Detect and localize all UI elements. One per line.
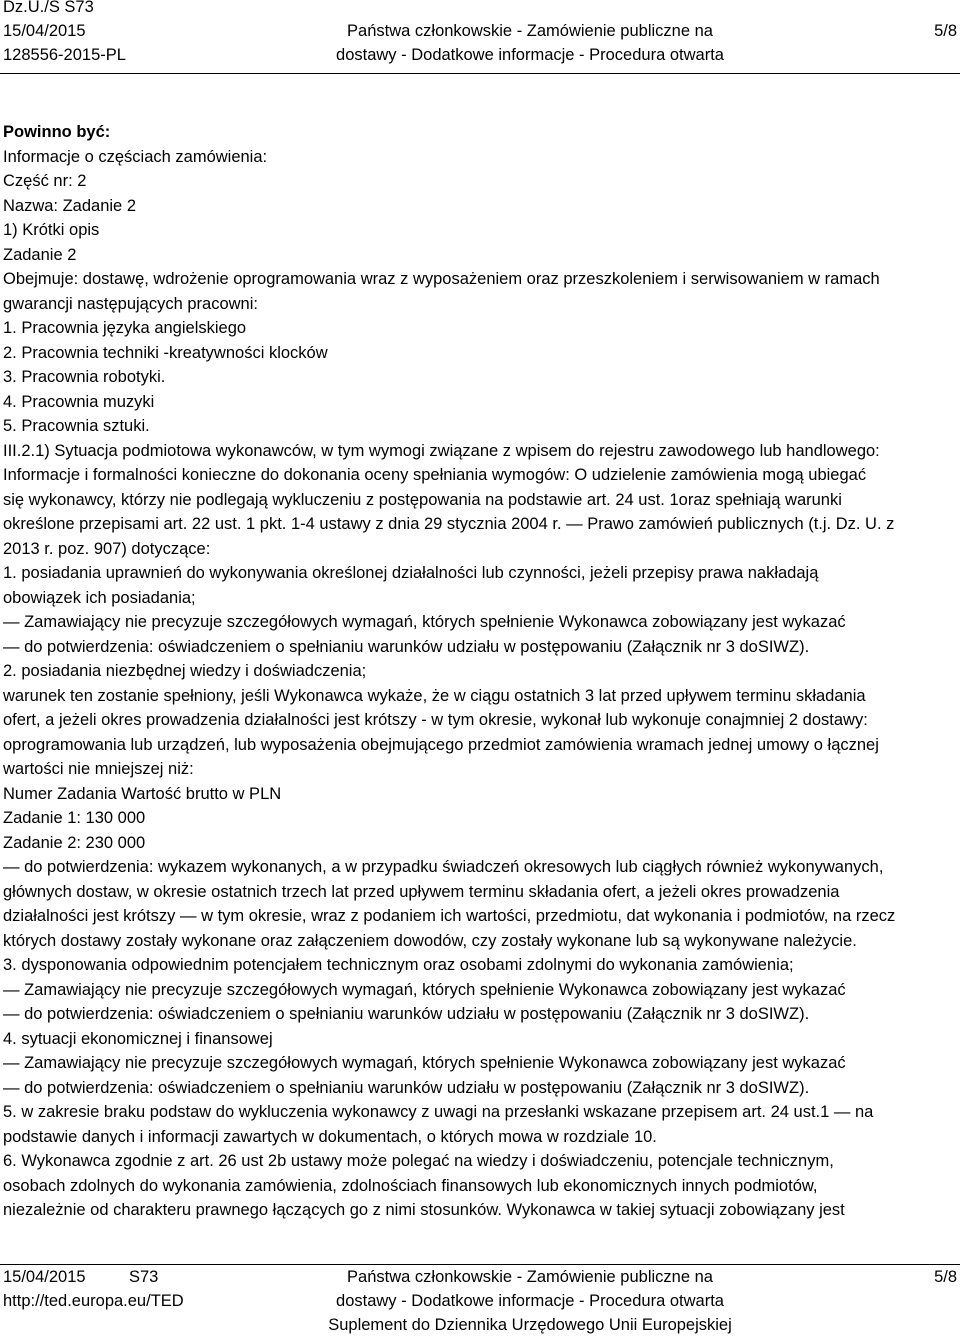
- section-body: [3, 145, 958, 1223]
- text-line: Część nr: 2: [3, 172, 87, 190]
- text-line: Zadanie 2: [3, 245, 77, 264]
- text-line: Nazwa: Zadanie 2: [3, 196, 136, 215]
- text-line: 1) Krótki opis: [3, 221, 100, 239]
- text-line: Informacje o częściach zamówienia:: [3, 147, 268, 166]
- text-line: których dostawy zostały wykonane oraz załączeniem dowodów, czy zostały wykonane lub są wykonywane należycie.: [3, 931, 857, 950]
- text-line: się wykonawcy, którzy nie podlegają wykluczeniu z postępowania na podstawie art. 24 ust. 1oraz spełniają warunki: [3, 490, 842, 509]
- text-line: 1. Pracownia języka angielskiego: [3, 319, 247, 337]
- text-line: — do potwierdzenia: oświadczeniem o spełnianiu warunków udziału w postępowaniu (Załącznik nr 3 doSIWZ).: [3, 1005, 810, 1023]
- text-line: głównych dostaw, w okresie ostatnich trzech lat przed upływem terminu składania ofert, a jeżeli okres prowadzenia: [3, 882, 840, 901]
- header-page-number: 5/8: [934, 22, 957, 40]
- text-line: oprogramowania lub urządzeń, lub wyposażenia obejmującego przedmiot zamówienia wramach jednej umowy o łącznej: [3, 735, 879, 754]
- text-line: 6. Wykonawca zgodnie z art. 26 ust 2b ustawy może polegać na wiedzy i doświadczeniu, potencjale technicznym,: [3, 1152, 834, 1170]
- footer-date: 15/04/2015: [3, 1268, 86, 1286]
- text-line: 2. posiadania niezbędnej wiedzy i doświadczenia;: [3, 662, 367, 680]
- notice-content: [3, 120, 958, 1223]
- document-id: 128556-2015-PL: [3, 46, 126, 64]
- text-line: — Zamawiający nie precyzuje szczegółowych wymagań, których spełnienie Wykonawca zobowiązany jest wykazać: [3, 980, 846, 999]
- text-line: III.2.1) Sytuacja podmiotowa wykonawców, w tym wymogi związane z wpisem do rejestru zawodowego lub handlowego:: [3, 441, 880, 460]
- text-line: — Zamawiający nie precyzuje szczegółowych wymagań, których spełnienie Wykonawca zobowiązany jest wykazać: [3, 613, 846, 631]
- text-line: Obejmuje: dostawę, wdrożenie oprogramowania wraz z wyposażeniem oraz przeszkoleniem i serwisowaniem w ramach: [3, 270, 880, 288]
- text-line: Numer Zadania Wartość brutto w PLN: [3, 784, 282, 803]
- header-divider: [0, 73, 960, 74]
- text-line: działalności jest krótszy — w tym okresie, wraz z podaniem ich wartości, przedmiotu, dat wykonania i podmiotów, na rzecz: [3, 907, 896, 925]
- text-line: — do potwierdzenia: wykazem wykonanych, a w przypadku świadczeń okresowych lub ciągłych również wykonywanych,: [3, 858, 884, 876]
- text-line: warunek ten zostanie spełniony, jeśli Wykonawca wykaże, że w ciągu ostatnich 3 lat przed upływem terminu składania: [3, 686, 866, 705]
- header-title-line1: Państwa członkowskie - Zamówienie publiczne na: [347, 22, 713, 40]
- footer-url: http://ted.europa.eu/TED: [3, 1292, 184, 1310]
- text-line: 3. dysponowania odpowiednim potencjałem technicznym oraz osobami zdolnymi do wykonania zamówienia;: [3, 956, 794, 974]
- text-line: wartości nie mniejszej niż:: [3, 760, 194, 778]
- text-line: 5. Pracownia sztuki.: [3, 417, 150, 435]
- text-line: ofert, a jeżeli okres prowadzenia działalności jest krótszy - w tym okresie, wykonał lub wykonuje conajmniej 2 dostawy:: [3, 711, 868, 729]
- text-line: Zadanie 1: 130 000: [3, 809, 146, 827]
- footer-title-line3: Suplement do Dziennika Urzędowego Unii Europejskiej: [328, 1316, 732, 1334]
- text-line: określone przepisami art. 22 ust. 1 pkt. 1-4 ustawy z dnia 29 stycznia 2004 r. — Prawo zamówień publicznych (t.j. Dz. U. z: [3, 515, 895, 533]
- text-line: 1. posiadania uprawnień do wykonywania określonej działalności lub czynności, jeżeli przepisy prawa nakładają: [3, 564, 819, 582]
- text-line: — do potwierdzenia: oświadczeniem o spełnianiu warunków udziału w postępowaniu (Załącznik nr 3 doSIWZ).: [3, 1078, 810, 1097]
- footer-series: S73: [129, 1268, 159, 1286]
- header-date: 15/04/2015: [3, 22, 86, 40]
- text-line: 4. sytuacji ekonomicznej i finansowej: [3, 1029, 273, 1048]
- text-line: Zadanie 2: 230 000: [3, 833, 146, 852]
- text-line: 2. Pracownia techniki -kreatywności klocków: [3, 343, 328, 362]
- text-line: podstawie danych i informacji zawartych w dokumentach, o których mowa w rozdziale 10.: [3, 1127, 657, 1146]
- text-line: osobach zdolnych do wykonania zamówienia, zdolnościach finansowych lub ekonomicznych innych podmiotów,: [3, 1176, 818, 1195]
- text-line: gwarancji następujących pracowni:: [3, 294, 258, 313]
- text-line: — do potwierdzenia: oświadczeniem o spełnianiu warunków udziału w postępowaniu (Załącznik nr 3 doSIWZ).: [3, 637, 810, 656]
- text-line: niezależnie od charakteru prawnego łączących go z nimi stosunków. Wykonawca w takiej sytuacji zobowiązany jest: [3, 1201, 845, 1219]
- section-title: Powinno być:: [3, 123, 111, 141]
- text-line: 5. w zakresie braku podstaw do wykluczenia wykonawcy z uwagi na przesłanki wskazane przepisem art. 24 ust.1 — na: [3, 1103, 874, 1121]
- text-line: obowiązek ich posiadania;: [3, 588, 196, 607]
- text-line: 3. Pracownia robotyki.: [3, 368, 166, 386]
- header-title-line2: dostawy - Dodatkowe informacje - Procedura otwarta: [336, 46, 724, 64]
- text-line: 2013 r. poz. 907) dotyczące:: [3, 539, 211, 558]
- footer-page-number: 5/8: [934, 1268, 957, 1286]
- text-line: 4. Pracownia muzyki: [3, 392, 155, 411]
- text-line: Informacje i formalności konieczne do dokonania oceny spełniania wymogów: O udzielenie zamówienia mogą ubiegać: [3, 466, 867, 484]
- footer-title-line1: Państwa członkowskie - Zamówienie publiczne na: [347, 1268, 713, 1286]
- footer-title-line2: dostawy - Dodatkowe informacje - Procedura otwarta: [336, 1292, 724, 1310]
- journal-reference: Dz.U./S S73: [3, 0, 94, 16]
- text-line: — Zamawiający nie precyzuje szczegółowych wymagań, których spełnienie Wykonawca zobowiązany jest wykazać: [3, 1054, 846, 1072]
